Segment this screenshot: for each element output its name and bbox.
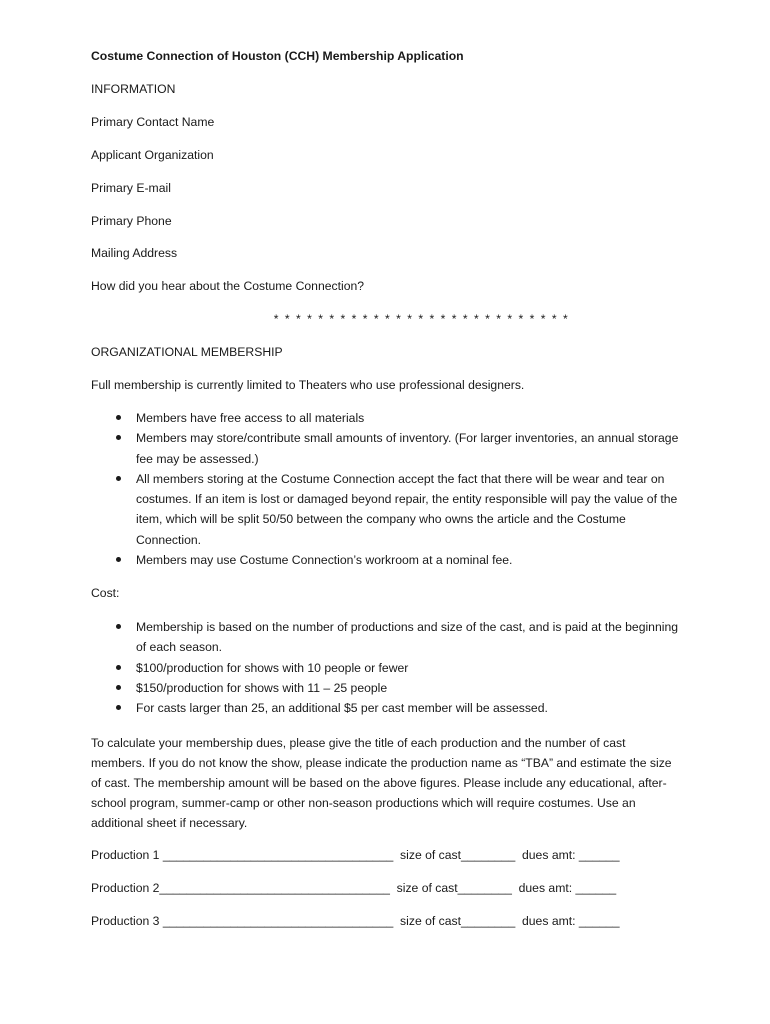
list-item: Membership is based on the number of productions and size of the cast, and is paid at the beginning of each season. xyxy=(91,617,691,658)
list-item: $100/production for shows with 10 people or fewer xyxy=(91,658,691,678)
production-1-line[interactable]: Production 1 __________________________________ size of cast________ dues amt: ______ xyxy=(91,848,620,862)
list-item: For casts larger than 25, an additional $5 per cast member will be assessed. xyxy=(91,698,691,718)
membership-benefits-list xyxy=(91,408,691,570)
list-item: Members may use Costume Connection’s workroom at a nominal fee. xyxy=(91,550,691,570)
list-item: $150/production for shows with 11 – 25 people xyxy=(91,678,691,698)
membership-intro: Full membership is currently limited to Theaters who use professional designers. xyxy=(91,378,525,392)
list-item: Members may store/contribute small amounts of inventory. (For larger inventories, an annual storage fee may be assessed.) xyxy=(91,428,691,469)
cost-list xyxy=(91,617,691,718)
list-item: Members have free access to all materials xyxy=(91,408,691,428)
field-mailing-address: Mailing Address xyxy=(91,246,178,260)
dues-instructions: To calculate your membership dues, please give the title of each production and the number of cast members. If you do not know the show, please indicate the production name as “TBA” and estimate the size of cast. The membership amount will be based on the above figures. Please include any educational, after-school program, summer-camp or other non-season productions which will require costumes. Use an additional sheet if necessary. xyxy=(91,736,672,830)
production-3-line[interactable]: Production 3 __________________________________ size of cast________ dues amt: ______ xyxy=(91,914,620,928)
membership-heading: ORGANIZATIONAL MEMBERSHIP xyxy=(91,345,283,359)
list-item: All members storing at the Costume Connection accept the fact that there will be wear and tear on costumes. If an item is lost or damaged beyond repair, the entity responsible will pay the value of the item, which will be split 50/50 between the company who owns the article and the Costume Connection. xyxy=(91,469,691,550)
cost-heading: Cost: xyxy=(91,586,120,600)
information-heading: INFORMATION xyxy=(91,82,176,96)
field-primary-phone: Primary Phone xyxy=(91,214,172,228)
section-separator: * * * * * * * * * * * * * * * * * * * * * * * * * * * xyxy=(273,312,570,326)
production-2-line[interactable]: Production 2__________________________________ size of cast________ dues amt: ______ xyxy=(91,881,617,895)
field-primary-contact-name: Primary Contact Name xyxy=(91,115,215,129)
page-title: Costume Connection of Houston (CCH) Membership Application xyxy=(91,49,464,63)
field-applicant-organization: Applicant Organization xyxy=(91,148,214,162)
field-how-did-you-hear: How did you hear about the Costume Connection? xyxy=(91,279,365,293)
field-primary-email: Primary E-mail xyxy=(91,181,171,195)
